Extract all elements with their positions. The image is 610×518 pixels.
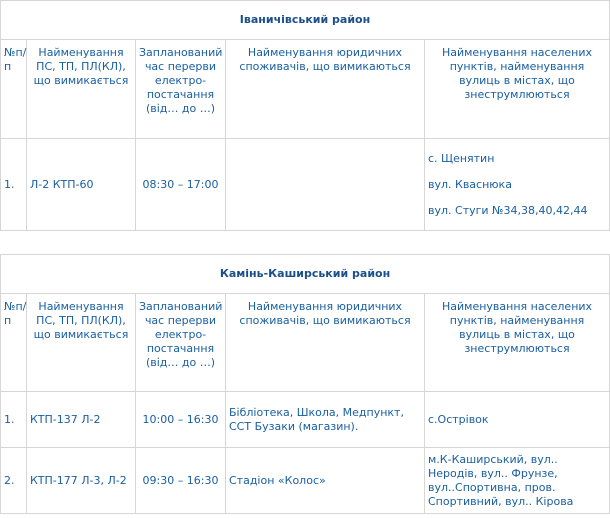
locality-line: с. Щенятин	[428, 151, 495, 165]
header-localities: Найменування населених пунктів, найменування вулиць в містах, що знеструмлюються	[425, 294, 610, 392]
header-consumers: Найменування юридичних споживачів, що вимикаються	[226, 40, 425, 139]
header-ps: Найменування ПС, ТП, ПЛ(КЛ), що вимикається	[27, 294, 136, 392]
row-ps: КТП-177 Л-3, Л-2	[27, 448, 136, 514]
header-num: №п/п	[1, 40, 27, 139]
row-time: 09:30 – 16:30	[136, 448, 226, 514]
row-localities: с.Острівок	[425, 392, 610, 448]
row-consumers: Бібліотека, Школа, Медпункт, ССТ Бузаки (магазин).	[226, 392, 425, 448]
table-row	[1, 392, 610, 448]
table-row	[1, 448, 610, 514]
header-localities: Найменування населених пунктів, найменування вулиць в містах, що знеструмлюються	[425, 40, 610, 139]
table-row	[1, 139, 610, 231]
row-time: 08:30 – 17:00	[136, 139, 226, 231]
locality-line: вул. Кваснюка	[428, 177, 512, 191]
header-time: Запланований час перерви електро-постачання (від… до …)	[136, 40, 226, 139]
row-ps: КТП-137 Л-2	[27, 392, 136, 448]
row-num: 1.	[1, 392, 27, 448]
header-consumers: Найменування юридичних споживачів, що вимикаються	[226, 294, 425, 392]
row-consumers	[226, 139, 425, 231]
section-title: Іваничівський район	[1, 1, 610, 40]
section-ivanychi-table	[0, 0, 610, 231]
row-localities	[425, 139, 610, 231]
row-time: 10:00 – 16:30	[136, 392, 226, 448]
row-consumers: Стадіон «Колос»	[226, 448, 425, 514]
header-time: Запланований час перерви електро-постачання (від… до …)	[136, 294, 226, 392]
row-ps: Л-2 КТП-60	[27, 139, 136, 231]
row-localities: м.К-Каширський, вул.. Неродів, вул.. Фрунзе, вул..Спортивна, пров. Спортивний, вул.. Кірова	[425, 448, 610, 514]
row-num: 2.	[1, 448, 27, 514]
section-title: Камінь-Каширський район	[1, 255, 610, 294]
header-num: №п/п	[1, 294, 27, 392]
header-ps: Найменування ПС, ТП, ПЛ(КЛ), що вимикається	[27, 40, 136, 139]
row-num: 1.	[1, 139, 27, 231]
locality-line: вул. Стуги №34,38,40,42,44	[428, 203, 588, 217]
section-kamin-kashyrskyi-table	[0, 254, 610, 514]
